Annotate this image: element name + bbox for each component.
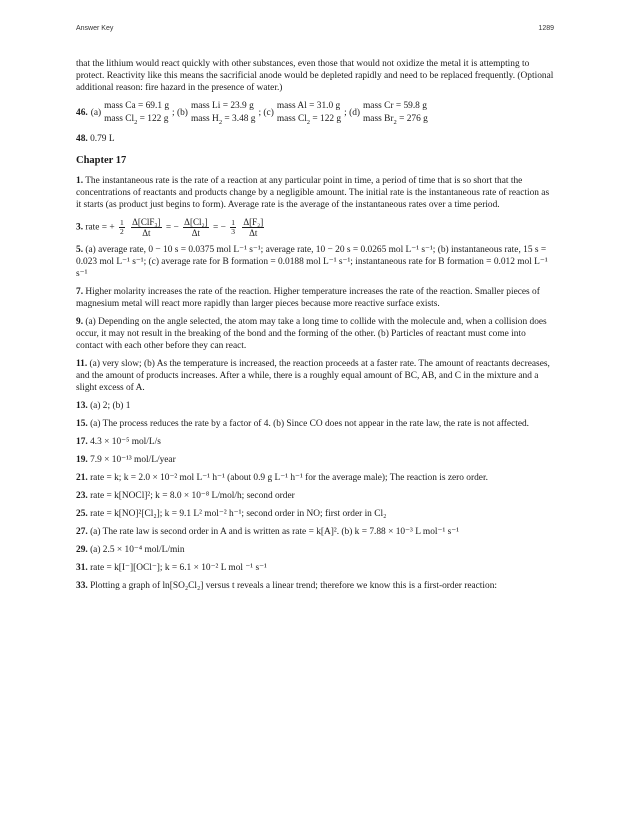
answer-3-rate-equation: 3. rate = + $\frac{1}{2}$ $\frac{\text{Δ[ClF₃]}}{\Delta t}$ = − $\frac{\text{Δ[Cl₂]}}{\Delta t}$ = − $\frac{1}{3}$ $\frac{\text{Δ[F₂]}}{\Delta t}$ — [76, 217, 264, 238]
answer-17: 17. 4.3 × 10⁻⁵ mol/L/s — [76, 437, 161, 447]
running-header-title: Answer Key — [76, 25, 114, 32]
answer-number: 46. — [76, 107, 88, 118]
answer-15: 15. (a) The process reduces the rate by a factor of 4. (b) Since CO does not appear in the rate law, the rate is not affected. — [76, 419, 530, 429]
part-label: ; (d) — [344, 107, 361, 118]
mass-stack-a: mass Ca = 69.1 g mass $Cl_2 = 122$ g — [104, 101, 170, 126]
part-label: ; (b) — [172, 107, 188, 118]
fraction-half: $\frac{1}{2}$ — [120, 218, 124, 236]
answer-23: 23. rate = k[NOCl]²; k = 8.0 × 10⁻⁸ L/mol/h; second order — [76, 491, 295, 501]
fraction-clf3: $\frac{\text{Δ[ClF₃]}}{\Delta t}$ — [132, 217, 161, 238]
answer-31: 31. rate = k[I⁻][OCl⁻]; k = 6.1 × 10⁻² L mol ⁻¹ s⁻¹ — [76, 563, 267, 573]
fraction-f2: $\frac{\text{Δ[F₂]}}{\Delta t}$ — [243, 217, 264, 238]
part-label: (a) — [90, 107, 102, 118]
fraction-cl2: $\frac{\text{Δ[Cl₂]}}{\Delta t}$ — [184, 217, 208, 238]
answer-29: 29. (a) 2.5 × 10⁻⁴ mol/L/min — [76, 545, 185, 555]
chapter-heading: Chapter 17 — [76, 155, 127, 166]
answer-27: 27. (a) The rate law is second order in A and is written as rate = k[A]². (b) k = 7.88 × 10⁻³ L mol⁻¹ s⁻¹ — [76, 527, 460, 537]
answer-9: 9. (a) Depending on the angle selected, the atom may take a long time to collide with the molecule and, when a collision does occur, it may not result in the breaking of the bond and the forming of the other. (b) Particles of reactant must come into contact with each other before they can react. — [76, 317, 547, 351]
answer-25: 25. rate = k[NO]²[Cl₂]; k = 9.1 L² mol⁻² h⁻¹; second order in NO; first order in Cl₂ — [76, 509, 387, 519]
answer-19: 19. 7.9 × 10⁻¹³ mol/L/year — [76, 455, 176, 465]
answer-46 — [76, 100, 554, 125]
answer-33: 33. Plotting a graph of ln[SO₂Cl₂] versus t reveals a linear trend; therefore we know this is a first-order reaction: — [76, 581, 498, 591]
answer-48: 48. 0.79 L — [76, 134, 115, 144]
paragraph-continuation: that the lithium would react quickly with other substances, even those that would not oxidize the metal it is attempting to protect. Reactivity like this means the sacrificial anode would be depleted rapidly and need to be replaced frequently. (Optional additional reason: fire hazard in the presence of water.) — [76, 59, 554, 93]
answer-5: 5. (a) average rate, 0 − 10 s = 0.0375 mol L⁻¹ s⁻¹; average rate, 10 − 20 s = 0.0265 mol L⁻¹ s⁻¹; (b) instantaneous rate, 15 s = 0.023 mol L⁻¹ s⁻¹; (c) average rate for B formation = 0.0188 mol L⁻¹ s⁻¹; instantaneous rate for B formation = 0.012 mol L⁻¹ s⁻¹ — [76, 245, 548, 279]
mass-stack-b: mass Li = 23.9 g mass $H_2 = 3.48$ g — [190, 101, 256, 126]
answer-21: 21. rate = k; k = 2.0 × 10⁻² mol L⁻¹ h⁻¹ (about 0.9 g L⁻¹ h⁻¹ for the average male); The reaction is zero order. — [76, 473, 488, 483]
page-number: 1289 — [538, 25, 554, 32]
answer-1: 1. The instantaneous rate is the rate of a reaction at any particular point in time, a period of time that is so short that the concentrations of reactants and products change by a negligible amount. The initial rate is the instantaneous rate of reaction as it starts (as product just begins to form). Average rate is the average of the instantaneous rates over a time period. — [76, 176, 550, 210]
mass-stack-d: mass Cr = 59.8 g mass $Br_2 = 276$ g — [363, 101, 428, 126]
answer-key-content — [76, 58, 554, 598]
page-header — [76, 25, 554, 37]
part-label: ; (c) — [258, 107, 274, 118]
answer-11: 11. (a) very slow; (b) As the temperature is increased, the reaction proceeds at a faster rate. The amount of reactants decreases, and the amount of products increases. After a while, there is a roughly equal amount of BC, AB, and C in the mixture and a slight excess of A. — [76, 359, 550, 393]
mass-stack-c: mass Al = 31.0 g mass $Cl_2 = 122$ g — [276, 101, 342, 126]
answer-7: 7. Higher molarity increases the rate of the reaction. Higher temperature increases the rate of the reaction. Smaller pieces of magnesium metal will react more rapidly than larger pieces because more reactive surface exists. — [76, 287, 540, 309]
answer-13: 13. (a) 2; (b) 1 — [76, 401, 131, 411]
fraction-third: $\frac{1}{3}$ — [231, 218, 235, 236]
